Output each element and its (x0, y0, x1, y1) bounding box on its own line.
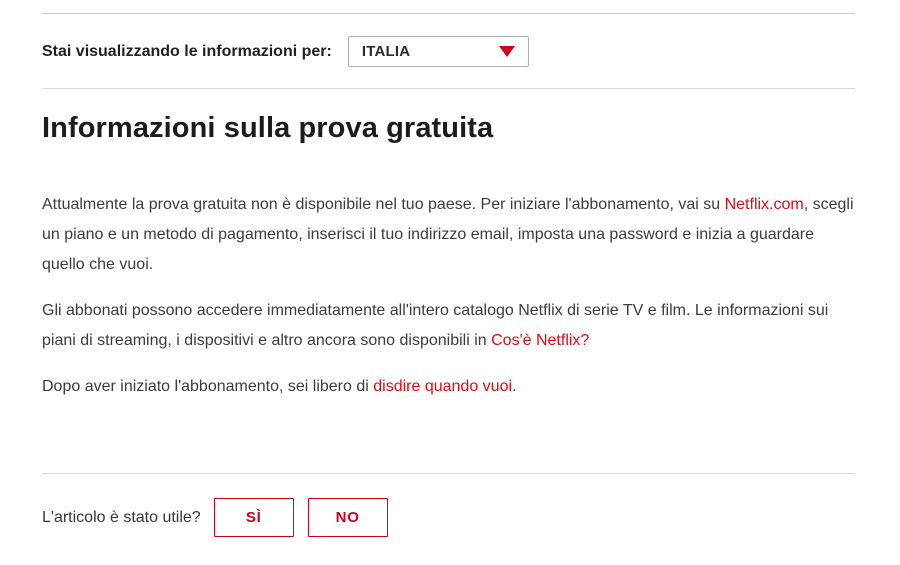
paragraph-text: Attualmente la prova gratuita non è disponibile nel tuo paese. Per iniziare l'abbonamento, vai su (42, 196, 725, 213)
caret-down-icon (499, 46, 515, 57)
paragraph-text: . (512, 378, 517, 395)
what-is-netflix-link[interactable]: Cos'è Netflix? (491, 332, 590, 349)
top-divider (42, 13, 855, 14)
paragraph-text: Gli abbonati possono accedere immediatamente all'intero catalogo Netflix di serie TV e film. Le informazioni sui piani di streaming, i dispositivi e altro ancora sono disponibili in (42, 302, 829, 349)
feedback-row (42, 498, 855, 537)
paragraph-text: , scegli un piano e un metodo di pagamento, inserisci il tuo indirizzo email, imposta una password e inizia a guardare quello che vuoi. (42, 196, 854, 273)
paragraph-text: Dopo aver iniziato l'abbonamento, sei libero di (42, 378, 374, 395)
region-dropdown[interactable] (348, 36, 529, 67)
feedback-question: L'articolo è stato utile? (42, 508, 201, 526)
region-selector-label: Stai visualizzando le informazioni per: (42, 42, 332, 60)
page-title: Informazioni sulla prova gratuita (42, 112, 494, 144)
feedback-divider (42, 473, 855, 474)
netflix-com-link[interactable]: Netflix.com (724, 196, 804, 213)
region-selector-row (42, 36, 855, 67)
paragraph-catalog (42, 296, 855, 356)
yes-button[interactable]: SÌ (214, 498, 294, 537)
region-dropdown-value: ITALIA (361, 43, 411, 60)
no-button[interactable]: NO (308, 498, 388, 537)
paragraph-availability (42, 190, 855, 280)
article-body (42, 190, 855, 402)
help-article-page (0, 13, 900, 565)
cancel-anytime-link[interactable]: disdire quando vuoi (373, 378, 513, 395)
paragraph-cancel (42, 372, 855, 402)
header-divider (42, 88, 855, 89)
